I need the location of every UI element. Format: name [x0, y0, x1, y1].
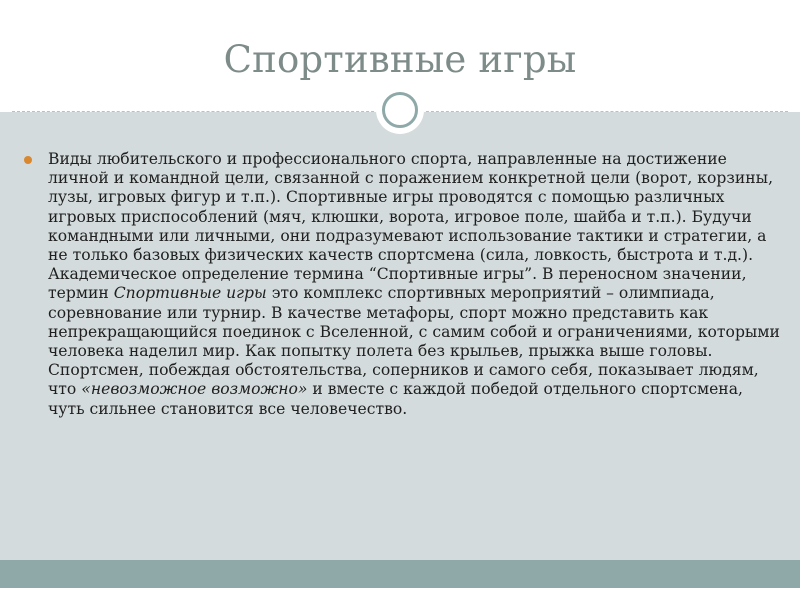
- bullet-dot-icon: [24, 156, 32, 164]
- bullet-item: [24, 150, 782, 419]
- italic-term: Спортивные игры: [113, 284, 267, 303]
- paragraph-text-part-2: это комплекс спортивных мероприятий – олимпиада, соревнование или турнир. В качестве метафоры, спорт можно представить как непрекращающийся поединок с Вселенной, с самим собой и ограничениями, которыми человека наделил мир. Как попытку полета без крыльев, прыжка выше головы. Спортсмен, побеждая обстоятельства, соперников и самого себя, показывает людям, что: [48, 284, 780, 399]
- circle-ring-icon: [382, 92, 418, 128]
- bottom-accent-bar: [0, 560, 800, 588]
- bullet-text: [48, 150, 782, 419]
- italic-quote: «невозможное возможно»: [81, 380, 308, 399]
- paragraph-text-part-1: Виды любительского и профессионального спорта, направленные на достижение личной и командной цели, связанной с поражением конкретной цели (ворот, корзины, лузы, игровых фигур и т.п.). Спортивные игры проводятся с помощью различных игровых приспособлений (мяч, клюшки, ворота, игровое поле, шайба и т.п.). Будучи командными или личными, они подразумевают использование тактики и стратегии, а не только базовых физических качеств спортсмена (сила, ловкость, быстрота и т.д.). Академическое определение термина “Спортивные игры”. В переносном значении, термин: [48, 150, 774, 303]
- slide-title: Спортивные игры: [223, 38, 577, 81]
- bottom-margin: [0, 588, 800, 600]
- divider-circle-ornament: [376, 86, 424, 134]
- slide-content: [24, 150, 782, 419]
- paragraph-text-part-3: и вместе с каждой победой отдельного спортсмена, чуть сильнее становится все человечество.: [48, 380, 743, 418]
